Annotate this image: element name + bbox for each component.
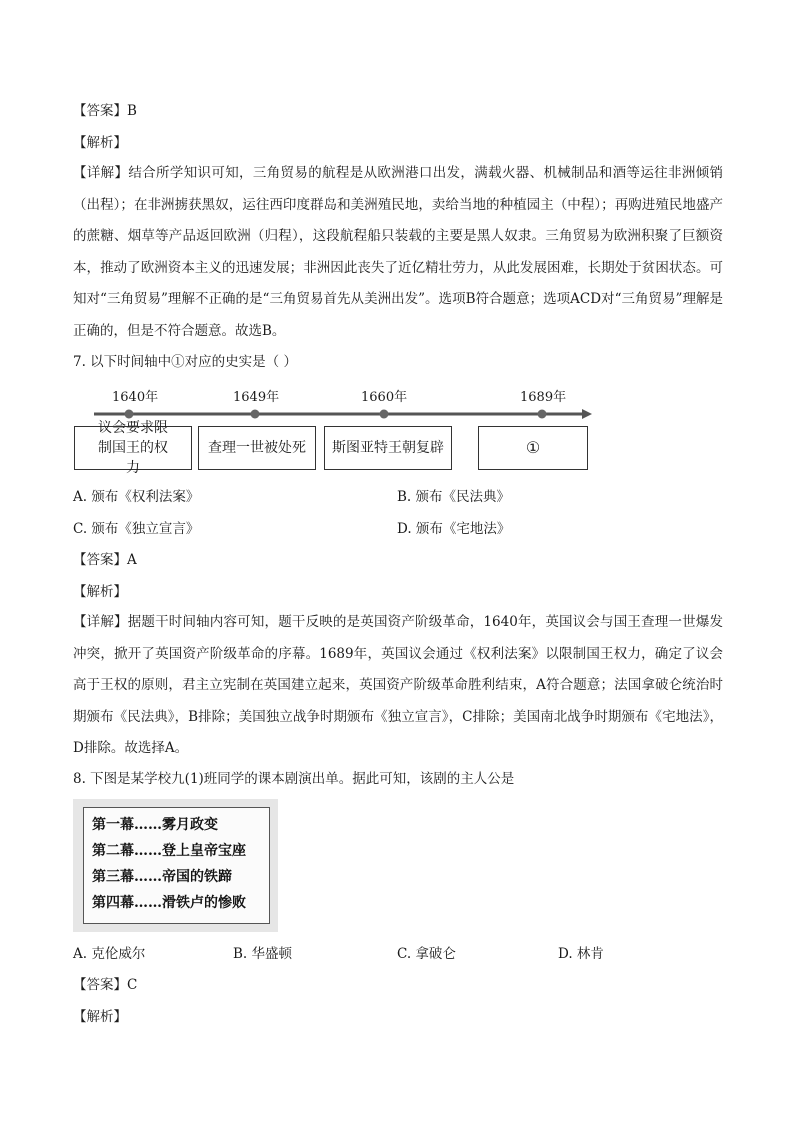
timeline-year: 1640年 bbox=[112, 390, 159, 405]
detail-paragraph: 【详解】结合所学知识可知，三角贸易的航程是从欧洲港口出发，满载火器、机械制品和酒等运往非洲倾销（出程）；在非洲掳获黑奴，运往西印度群岛和美洲殖民地，卖给当地的种植园主（中程）；再购进殖民地盛产的蔗糖、烟草等产品返回欧洲（归程），这段航程船只装载的主要是黑人奴隶。三角贸易为欧洲积聚了巨额资本，推动了欧洲资本主义的迅速发展；非洲因此丧失了近亿精壮劳力，从此发展困难，长期处于贫困状态。可知对“三角贸易”理解不正确的是“三角贸易首先从美洲出发”。选项B符合题意；选项ACD对“三角贸易”理解是正确的，但是不符合题意。故选B。 bbox=[73, 165, 723, 339]
analysis-label: 【解析】 bbox=[73, 135, 127, 151]
option-d: D. 颁布《宅地法》 bbox=[397, 521, 511, 537]
question-stem: 7. 以下时间轴中①对应的史实是（ ） bbox=[73, 354, 297, 370]
playbill-act: 第一幕……雾月政变 bbox=[92, 817, 218, 833]
question-stem: 8. 下图是某学校九(1)班同学的课本剧演出单。据此可知，该剧的主人公是 bbox=[73, 771, 515, 787]
answer-label: 【答案】B bbox=[73, 103, 137, 119]
timeline-year: 1649年 bbox=[233, 390, 280, 405]
option-c: C. 颁布《独立宣言》 bbox=[73, 521, 200, 537]
timeline-year: 1689年 bbox=[520, 390, 567, 405]
playbill-image bbox=[73, 799, 278, 932]
playbill-act: 第四幕……滑铁卢的惨败 bbox=[92, 895, 246, 911]
playbill-act: 第三幕……帝国的铁蹄 bbox=[92, 869, 232, 885]
analysis-label: 【解析】 bbox=[73, 1009, 127, 1025]
answer-label: 【答案】A bbox=[73, 552, 137, 568]
option-c: C. 拿破仑 bbox=[397, 946, 456, 962]
option-d: D. 林肯 bbox=[558, 946, 604, 962]
timeline-event-placeholder: ① bbox=[478, 426, 588, 470]
option-b: B. 华盛顿 bbox=[233, 946, 293, 962]
detail-paragraph: 【详解】据题干时间轴内容可知，题干反映的是英国资产阶级革命，1640年，英国议会与国王查理一世爆发冲突，掀开了英国资产阶级革命的序幕。1689年，英国议会通过《权利法案》以限制国王权力，确定了议会高于王权的原则，君主立宪制在英国建立起来，英国资产阶级革命胜利结束，A符合题意；法国拿破仑统治时期颁布《民法典》，B排除；美国独立战争时期颁布《独立宣言》，C排除；美国南北战争时期颁布《宅地法》，D排除。故选择A。 bbox=[73, 614, 723, 757]
option-b: B. 颁布《民法典》 bbox=[397, 489, 511, 505]
analysis-label: 【解析】 bbox=[73, 584, 127, 600]
timeline-figure bbox=[72, 382, 592, 474]
timeline-event-box: 议会要求限制国王的权力 bbox=[74, 426, 192, 470]
option-a: A. 克伦威尔 bbox=[73, 946, 146, 962]
timeline-event-box: 查理一世被处死 bbox=[198, 426, 316, 470]
playbill-act: 第二幕……登上皇帝宝座 bbox=[92, 843, 246, 859]
answer-label: 【答案】C bbox=[73, 977, 138, 993]
timeline-event-box: 斯图亚特王朝复辟 bbox=[324, 426, 452, 470]
timeline-year: 1660年 bbox=[361, 390, 408, 405]
option-a: A. 颁布《权利法案》 bbox=[73, 489, 200, 505]
